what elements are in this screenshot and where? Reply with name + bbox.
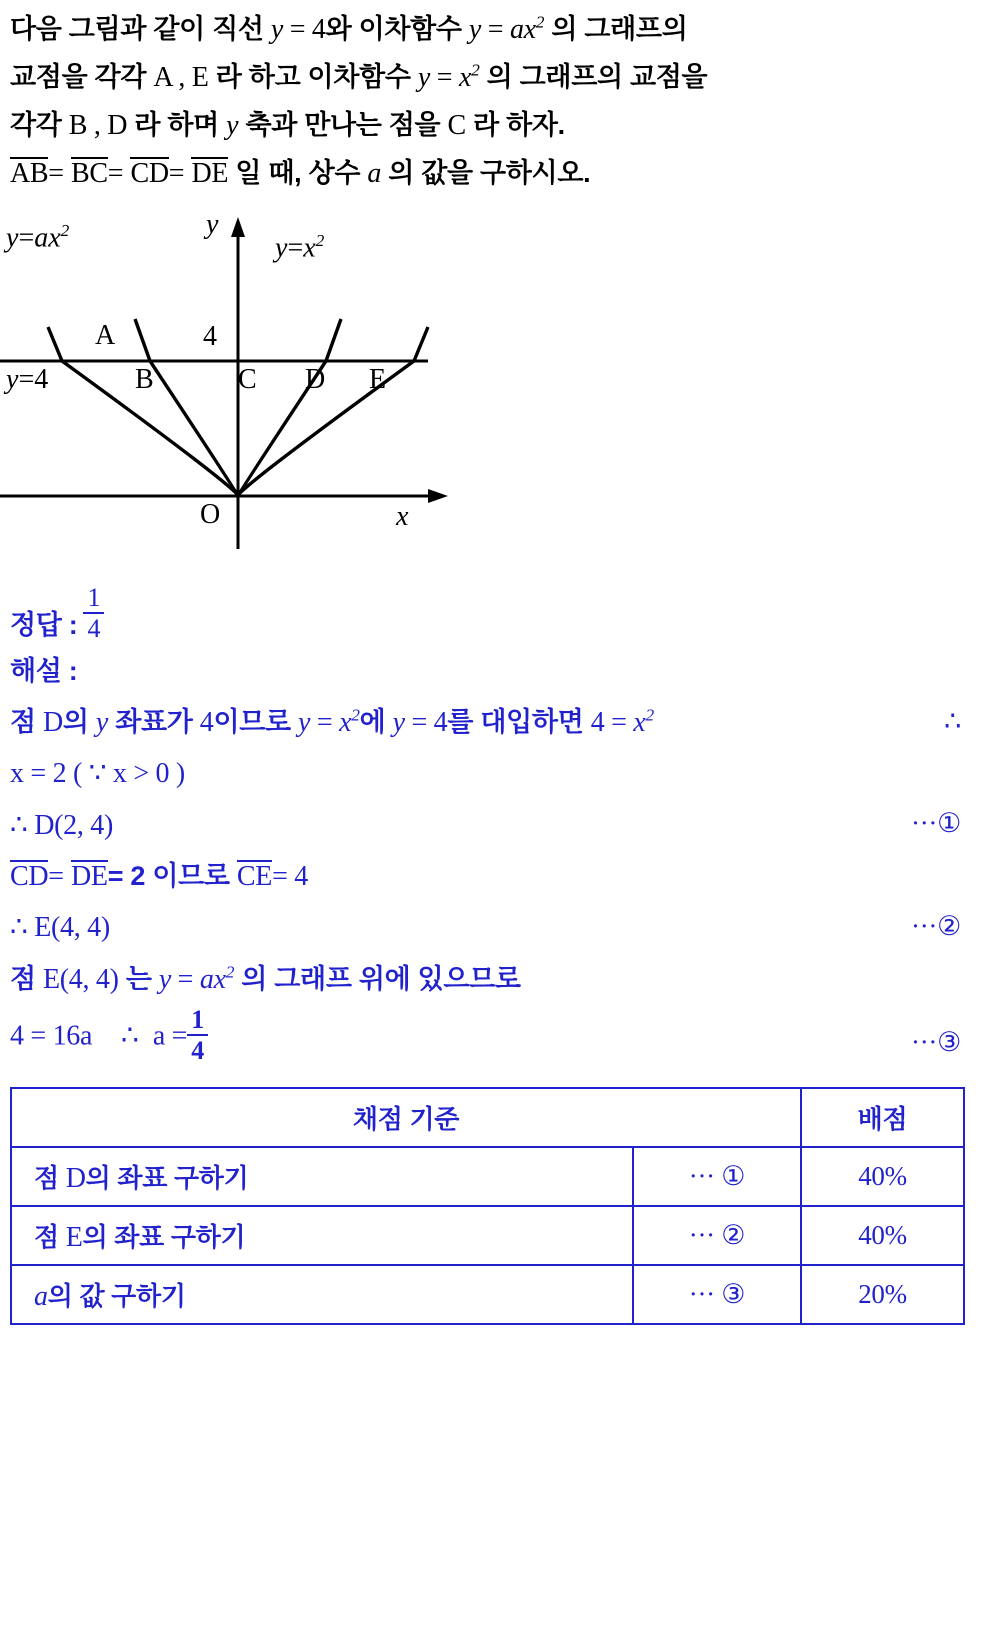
problem-line2-mid: 라 하고 이차함수 [208,62,418,93]
rubric-header-row [11,1088,964,1147]
rubric-mark-3: ··· ③ [633,1265,801,1324]
table-row [11,1206,964,1265]
problem-line3-end: 라 하자. [465,110,565,141]
y-axis-arrow [231,217,245,237]
parabola-a-left-ext [48,327,62,361]
sol1-therefore: ∴ [944,705,961,736]
problem-line2-post: 의 그래프의 교점을 [479,62,708,93]
figure-label-x: x [396,500,409,532]
problem-line2-points: A , E [153,62,209,94]
problem-line1-post: 의 그래프의 [544,14,688,44]
figure-label-d: D [305,363,326,395]
answer-label: 정답 : [10,610,78,641]
figure-label-four: 4 [203,320,217,352]
figure-label-curve-left: $y=ax^2$ [6,220,70,253]
solution-line-6 [10,957,979,1002]
solution-line-1 [10,700,979,745]
sol7-equation: 4 = 16a [10,1020,93,1052]
sol7-denominator: 4 [187,1034,208,1064]
figure-label-b: B [135,363,154,395]
figure-label-curve-right: $y=x^2$ [275,230,325,263]
sol7-fraction [187,1006,208,1065]
sol4-end: = 4 [272,861,308,893]
rubric-score-1: 40% [801,1147,964,1206]
solution-label [10,650,979,694]
sol1-c: 좌표가 [108,706,200,737]
parabola-x-squared-right-ext [326,319,341,361]
table-row [11,1265,964,1324]
answer-fraction [83,584,104,643]
figure-label-c: C [238,363,257,395]
problem-line1-pre: 다음 그림과 같이 직선 [10,14,271,44]
x-axis-arrow [428,489,448,503]
sol5-text: ∴ E(4, 4) [10,912,110,944]
problem-line-4: AB= BC= CD= DE 일 때, 상수 a 의 값을 구하시오. [10,158,591,190]
sol6-point-e: E(4, 4) [42,963,119,995]
rubric-mark-2: ··· ② [633,1206,801,1265]
solution-line-3 [10,803,979,848]
problem-line-1 [10,6,979,54]
sol6-c: 의 그래프 위에 있으므로 [234,963,521,994]
figure-label-y: y [206,208,219,240]
sol3-tag: ···① [911,808,961,839]
rubric-header-score: 배점 [801,1088,964,1147]
problem-line1-eq2: $y = ax^2$ [468,12,545,45]
sol7-numerator: 1 [191,1005,204,1035]
rubric-c2-pre: 점 [34,1221,66,1252]
sol3-text: ∴ D(2, 4) [10,809,113,841]
problem-line1-mid: 와 이차함수 [325,14,469,44]
problem-line2-eq: $y = x^2$ [417,60,480,94]
sol4-mid: = 2 이므로 [107,861,237,892]
rubric-c3-post: 의 값 구하기 [47,1280,186,1311]
solution-line-4: CD= DE= 2 이므로 CE= 4 [10,861,308,893]
rubric-score-2: 40% [801,1206,964,1265]
sol4-segment-de: DE [71,861,108,893]
problem-statement [0,0,993,199]
sol1-eq1: $y = x^2$ [298,705,360,738]
sol1-y: y [95,706,109,738]
figure-label-line: y=4 [6,363,49,395]
rubric-criterion-1 [11,1147,633,1206]
sol1-d: 이므로 [213,706,299,737]
rubric-header-criteria: 채점 기준 [11,1088,801,1147]
solution-label-text: 해설 : [10,656,78,687]
problem-line4-mid: 일 때, 상수 [228,158,368,189]
sol1-eq3: $4 = x^2$ [590,705,654,738]
figure-label-e: E [369,363,387,395]
segment-ab: AB [10,158,49,190]
rubric-c1-pre: 점 [34,1162,66,1193]
answer-block [0,564,993,643]
figure-label-a: A [95,319,116,351]
sol4-segment-ce: CE [236,861,273,893]
rubric-criterion-3 [11,1265,633,1324]
problem-line3-post: 축과 만나는 점을 [238,110,448,141]
problem-line4-const: a [367,158,382,190]
rubric-c3-var: a [34,1280,48,1312]
sol5-tag: ···② [911,911,961,942]
figure-label-origin: O [200,498,221,530]
problem-line2-pre: 교점을 각각 [10,62,154,93]
sol6-pre: 점 [10,963,43,994]
problem-line3-pre: 각각 [10,110,69,141]
sol1-e: 에 [359,706,393,737]
rubric-c2-point: E [65,1221,83,1253]
sol1-eq2: y = 4 [392,706,448,738]
parabola-x-squared-left-ext [135,319,150,361]
solution-line-7 [10,1005,979,1067]
sol1-pre: 점 [10,706,43,737]
rubric-c2-post: 의 좌표 구하기 [82,1221,246,1252]
problem-line3-axis: y [226,110,239,142]
sol4-segment-cd: CD [10,861,49,893]
sol7-tag: ···③ [911,1026,961,1057]
sol1-b: 의 [62,706,96,737]
sol6-eq: $y = ax^2$ [158,962,235,995]
problem-line1-eq1: y = 4 [270,14,326,45]
rubric-score-3: 20% [801,1265,964,1324]
answer-denominator: 4 [83,612,104,642]
sol1-f: 를 대입하면 [447,706,591,737]
rubric-c1-post: 의 좌표 구하기 [85,1162,249,1193]
rubric-criterion-2 [11,1206,633,1265]
sol7-a-equals: a = [152,1020,188,1052]
sol1-point-d: D [42,706,63,738]
problem-line3-points: B , D [68,110,128,142]
table-row [11,1147,964,1206]
sol1-four: 4 [199,706,214,738]
segment-bc: BC [71,158,108,190]
sol6-b: 는 [118,963,159,994]
answer-numerator: 1 [87,582,101,612]
rubric-c1-point: D [65,1162,86,1194]
problem-line4-end: 의 값을 구하시오. [381,158,591,189]
solution-line-2 [10,751,979,796]
graph-figure [0,209,470,564]
grading-rubric-table [10,1087,965,1325]
problem-line3-point-c: C [447,110,466,142]
problem-line-2 [10,54,979,102]
rubric-mark-1: ··· ① [633,1147,801,1206]
sol2-text: x = 2 ( ∵ x > 0 ) [10,758,185,790]
segment-de: DE [191,158,229,190]
solution-block [0,642,993,1066]
parabola-a-right-ext [414,327,428,361]
segment-cd: CD [130,158,169,190]
solution-line-5 [10,905,979,950]
problem-line-3 [10,102,979,150]
sol7-therefore: ∴ [120,1020,139,1052]
problem-line3-mid: 라 하며 [127,110,227,141]
answer-row [10,584,979,643]
